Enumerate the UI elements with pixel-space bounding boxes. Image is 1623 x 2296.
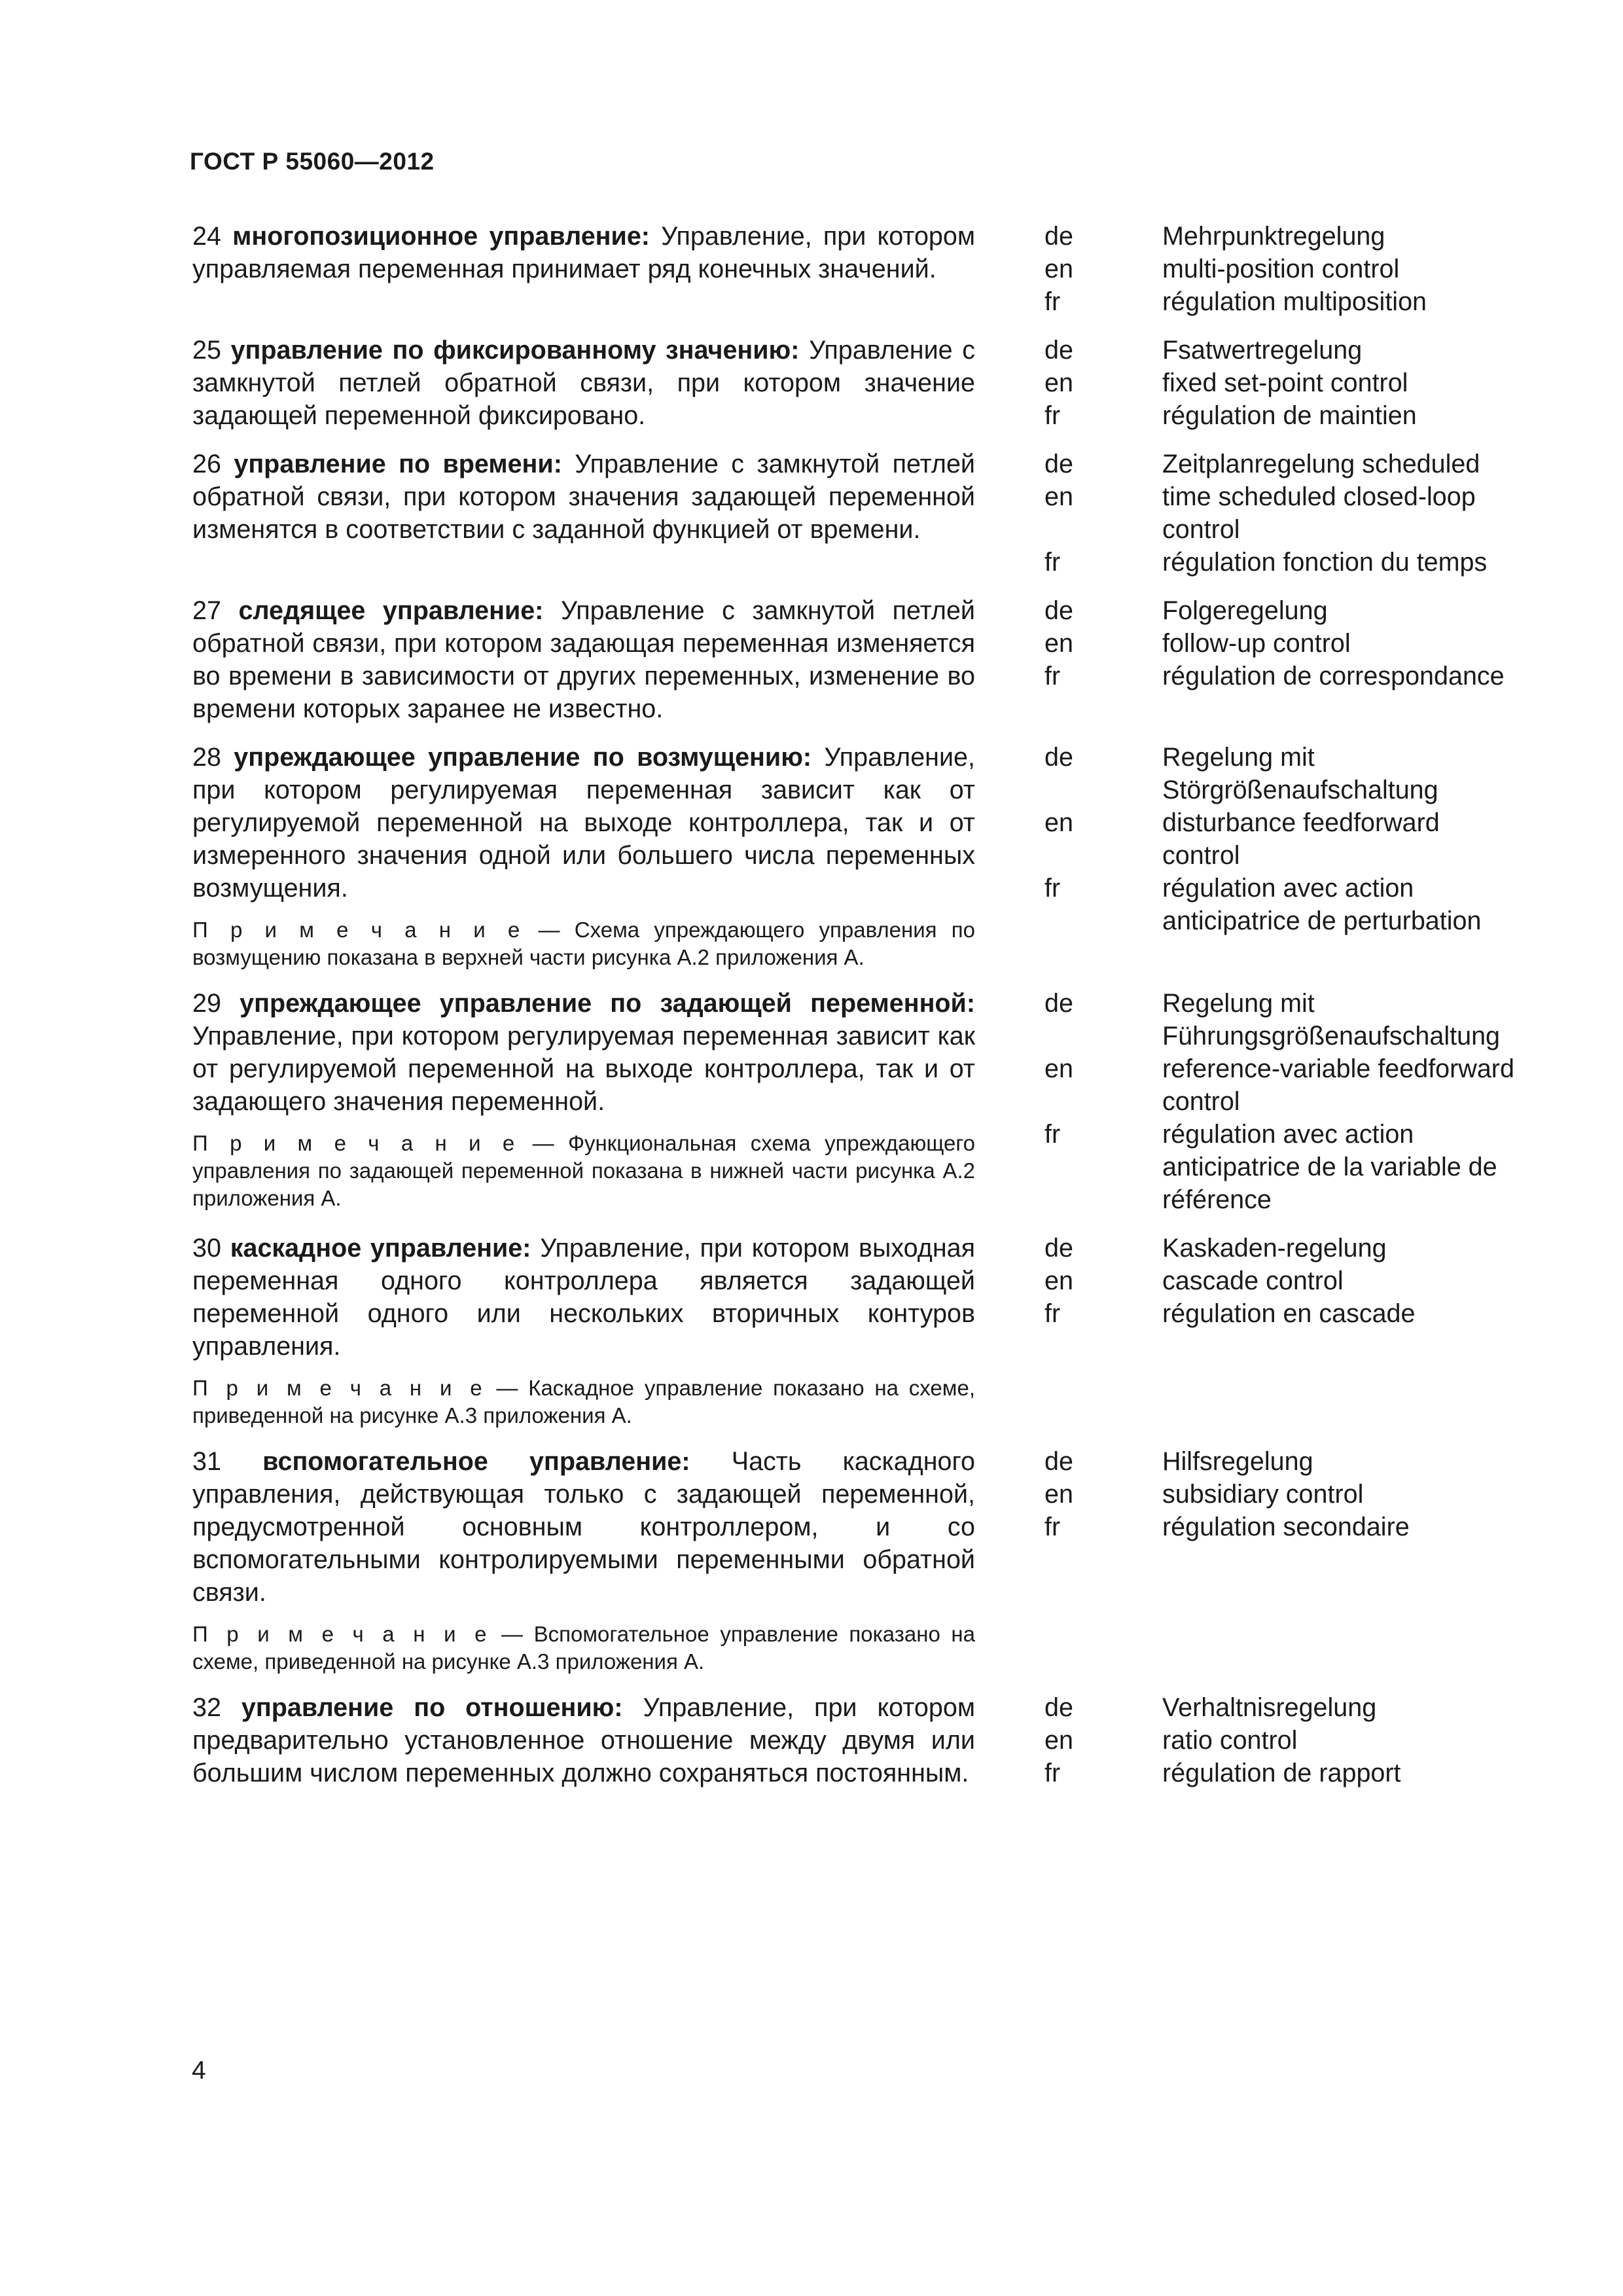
definition-paragraph [192, 448, 975, 546]
translation-row [1044, 220, 1516, 253]
translated-term: Fsatwertregelung [1162, 336, 1363, 365]
definition-paragraph [192, 987, 975, 1118]
translation-row [1044, 594, 1516, 627]
entry-number: 24 [192, 222, 221, 251]
entry-definition: Управление с замкнутой петлей обратной связи, при котором значения задающей переменной изменятся в соответствии с заданной функцией от времени. [192, 450, 975, 544]
note-text: Вспомогательное управление показано на схеме, приведенной на рисунке А.3 приложения А. [192, 1622, 975, 1674]
entry-number: 31 [192, 1447, 221, 1476]
translation-row [1044, 367, 1516, 399]
translation-row [1044, 1445, 1516, 1478]
translated-term: fixed set-point control [1162, 368, 1408, 397]
translated-term: régulation de maintien [1162, 401, 1417, 430]
translation-row [1044, 872, 1516, 937]
entry-term: управление по отношению: [241, 1693, 623, 1722]
entry-term: следящее управление: [238, 596, 544, 625]
language-code: de [1044, 1234, 1073, 1263]
definition-paragraph [192, 1691, 975, 1789]
translated-term: régulation multiposition [1162, 287, 1427, 316]
translation-row [1044, 1757, 1516, 1789]
entry-note: П р и м е ч а н и е — Каскадное управление показано на схеме, приведенной на рисунке А.3 приложения А. [192, 1376, 975, 1427]
translated-term: Zeitplanregelung scheduled [1162, 450, 1480, 478]
translated-term: reference-variable feedforward control [1162, 1054, 1514, 1116]
entry-number: 29 [192, 989, 221, 1018]
translation-row [1044, 987, 1516, 1052]
translated-term: régulation de rapport [1162, 1759, 1401, 1787]
entry-number: 25 [192, 336, 221, 365]
translations [1044, 1691, 1516, 1789]
language-code: en [1044, 482, 1073, 511]
entry-definition: Управление, при котором выходная переменная одного контроллера является задающей переменной одного или нескольких вторичных контуров управления. [192, 1234, 975, 1361]
definition-block [192, 987, 975, 1216]
translation-row [1044, 1118, 1516, 1216]
definition-block [192, 334, 975, 432]
translation-row [1044, 741, 1516, 806]
term-entry [0, 741, 1623, 971]
translation-row [1044, 1265, 1516, 1297]
definition-block [192, 220, 975, 318]
translations [1044, 220, 1516, 318]
translation-row [1044, 1232, 1516, 1265]
definition-block [192, 1445, 975, 1676]
translated-term: régulation secondaire [1162, 1513, 1410, 1541]
translation-row [1044, 546, 1516, 579]
note-label: П р и м е ч а н и е [192, 918, 524, 942]
entry-term: управление по времени: [234, 450, 562, 478]
translation-row [1044, 1478, 1516, 1511]
translation-row [1044, 1297, 1516, 1330]
term-entry [0, 987, 1623, 1216]
note-label: П р и м е ч а н и е [192, 1622, 491, 1646]
term-entry [0, 334, 1623, 432]
translated-term: Verhaltnisregelung [1162, 1693, 1377, 1722]
definition-block [192, 1232, 975, 1429]
translated-term: multi-position control [1162, 255, 1400, 283]
language-code: en [1044, 1266, 1073, 1295]
language-code: fr [1044, 287, 1061, 316]
translation-row [1044, 1724, 1516, 1757]
entry-definition: Управление, при котором регулируемая переменная зависит как от регулируемой переменной на выходе контроллера, так и от задающего значения переменной. [192, 1022, 975, 1116]
entry-term: упреждающее управление по задающей переменной: [240, 989, 975, 1018]
translation-row [1044, 285, 1516, 318]
note-text: Каскадное управление показано на схеме, приведенной на рисунке А.3 приложения А. [192, 1376, 975, 1427]
term-entry [0, 1691, 1623, 1789]
translation-row [1044, 660, 1516, 692]
entry-term: вспомогательное управление: [262, 1447, 690, 1476]
language-code: fr [1044, 874, 1061, 903]
language-code: de [1044, 743, 1073, 772]
entry-definition: Управление с замкнутой петлей обратной связи, при котором значение задающей переменной фиксировано. [192, 336, 976, 430]
language-code: de [1044, 596, 1073, 625]
definition-block [192, 594, 975, 725]
entry-note: П р и м е ч а н и е — Функциональная схема упреждающего управления по задающей переменной показана в нижней части рисунка А.2 приложения А. [192, 1131, 975, 1210]
language-code: fr [1044, 1120, 1061, 1149]
translated-term: Folgeregelung [1162, 596, 1328, 625]
page-number: 4 [192, 2056, 206, 2085]
translations [1044, 594, 1516, 692]
definition-paragraph [192, 741, 975, 905]
translations [1044, 741, 1516, 937]
language-code: de [1044, 1447, 1073, 1476]
entry-definition: Управление, при котором регулируемая переменная зависит как от регулируемой переменной на выходе контроллера, так и от измеренного значения одной или большего числа переменных возмущения. [192, 743, 975, 903]
language-code: en [1044, 1480, 1073, 1509]
translated-term: disturbance feedforward control [1162, 808, 1440, 870]
term-entries [0, 220, 1623, 1805]
translation-row [1044, 627, 1516, 660]
note-label: П р и м е ч а н и е [192, 1376, 486, 1400]
document-header: ГОСТ Р 55060—2012 [190, 148, 435, 175]
language-code: en [1044, 368, 1073, 397]
translation-row [1044, 806, 1516, 872]
translation-row [1044, 480, 1516, 546]
translated-term: follow-up control [1162, 629, 1351, 658]
translation-row [1044, 399, 1516, 432]
term-entry [0, 1445, 1623, 1676]
language-code: de [1044, 1693, 1073, 1722]
entry-definition: Часть каскадного управления, действующая только с задающей переменной, предусмотренной основным контроллером, и со вспомогательными контролируемыми переменными обратной связи. [192, 1447, 976, 1607]
note-text: Функциональная схема упреждающего управления по задающей переменной показана в нижней части рисунка А.2 приложения А. [192, 1131, 975, 1210]
translated-term: Regelung mit Führungsgrößenaufschaltung [1162, 989, 1501, 1050]
translated-term: Hilfsregelung [1162, 1447, 1313, 1476]
definition-block [192, 448, 975, 579]
language-code: fr [1044, 401, 1061, 430]
language-code: fr [1044, 1299, 1061, 1328]
entry-definition: Управление, при котором предварительно установленное отношение между двумя или большим числом переменных должно сохраняться постоянным. [192, 1693, 975, 1787]
translation-row [1044, 334, 1516, 367]
translated-term: ratio control [1162, 1726, 1298, 1755]
translated-term: régulation en cascade [1162, 1299, 1416, 1328]
entry-number: 28 [192, 743, 221, 772]
term-entry [0, 1232, 1623, 1429]
language-code: de [1044, 336, 1073, 365]
translations [1044, 1445, 1516, 1543]
language-code: fr [1044, 662, 1061, 691]
translations [1044, 1232, 1516, 1330]
translated-term: Regelung mit Störgrößenaufschaltung [1162, 743, 1438, 804]
term-entry [0, 220, 1623, 318]
translated-term: régulation avec action anticipatrice de perturbation [1162, 874, 1482, 935]
translated-term: régulation avec action anticipatrice de la variable de référence [1162, 1120, 1497, 1214]
entry-note: П р и м е ч а н и е — Вспомогательное управление показано на схеме, приведенной на рисунке А.3 приложения А. [192, 1622, 975, 1674]
language-code: de [1044, 222, 1073, 251]
translated-term: cascade control [1162, 1266, 1344, 1295]
note-label: П р и м е ч а н и е [192, 1131, 519, 1155]
definition-paragraph [192, 334, 975, 432]
entry-term: управление по фиксированному значению: [230, 336, 800, 365]
language-code: en [1044, 629, 1073, 658]
entry-number: 30 [192, 1234, 221, 1263]
language-code: en [1044, 255, 1073, 283]
language-code: en [1044, 1054, 1073, 1083]
translations [1044, 448, 1516, 579]
language-code: fr [1044, 1513, 1061, 1541]
translation-row [1044, 448, 1516, 480]
translated-term: subsidiary control [1162, 1480, 1364, 1509]
translation-row [1044, 1052, 1516, 1118]
translations [1044, 987, 1516, 1216]
definition-paragraph [192, 220, 975, 285]
translated-term: time scheduled closed-loop control [1162, 482, 1476, 544]
definition-paragraph [192, 1445, 975, 1609]
entry-number: 27 [192, 596, 221, 625]
translation-row [1044, 1511, 1516, 1543]
entry-term: каскадное управление: [230, 1234, 531, 1263]
translation-row [1044, 253, 1516, 285]
language-code: de [1044, 989, 1073, 1018]
translated-term: Kaskaden-regelung [1162, 1234, 1387, 1263]
entry-definition: Управление с замкнутой петлей обратной связи, при котором задающая переменная изменяется во времени в зависимости от других переменных, изменение во времени которых заранее не известно. [192, 596, 975, 723]
entry-definition: Управление, при котором управляемая переменная принимает ряд конечных значений. [192, 222, 976, 283]
term-entry [0, 594, 1623, 725]
entry-term: упреждающее управление по возмущению: [234, 743, 812, 772]
definition-block [192, 741, 975, 971]
definition-paragraph [192, 594, 975, 725]
translated-term: régulation de correspondance [1162, 662, 1505, 691]
translated-term: Mehrpunktregelung [1162, 222, 1385, 251]
language-code: en [1044, 1726, 1073, 1755]
translation-row [1044, 1691, 1516, 1724]
language-code: de [1044, 450, 1073, 478]
translated-term: régulation fonction du temps [1162, 548, 1488, 577]
term-entry [0, 448, 1623, 579]
entry-number: 26 [192, 450, 221, 478]
entry-number: 32 [192, 1693, 221, 1722]
definition-paragraph [192, 1232, 975, 1363]
language-code: en [1044, 808, 1073, 837]
translations [1044, 334, 1516, 432]
note-text: Схема упреждающего управления по возмущению показана в верхней части рисунка А.2 приложения А. [192, 918, 975, 969]
definition-block [192, 1691, 975, 1789]
entry-note: П р и м е ч а н и е — Схема упреждающего управления по возмущению показана в верхней части рисунка А.2 приложения А. [192, 918, 975, 969]
language-code: fr [1044, 1759, 1061, 1787]
entry-term: многопозиционное управление: [232, 222, 650, 251]
language-code: fr [1044, 548, 1061, 577]
